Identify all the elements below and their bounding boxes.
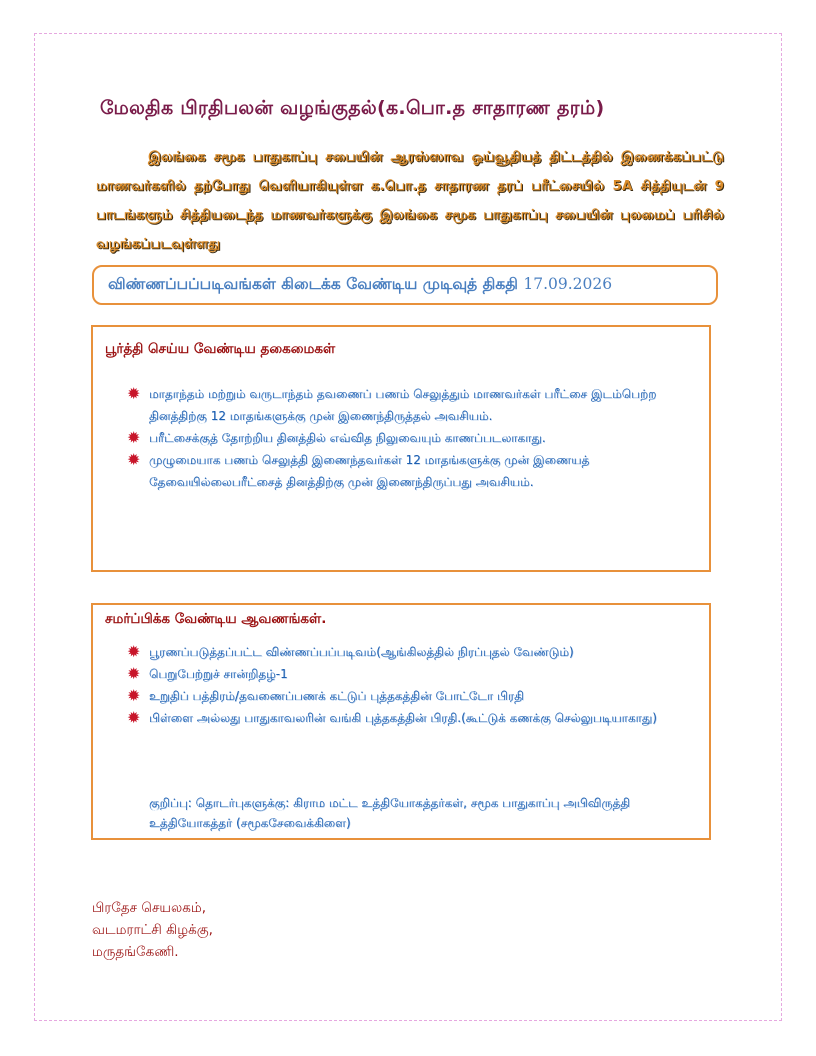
list-item <box>127 685 687 707</box>
deadline-date: 17.09.2026 <box>523 275 613 293</box>
list-item-text: பிள்ளை அல்லது பாதுகாவலரின் வங்கி புத்தகத்தின் பிரதி.(கூட்டுக் கணக்கு செல்லுபடியாகாது) <box>149 711 657 725</box>
list-item <box>127 427 687 449</box>
contact-note: குறிப்பு: தொடர்புகளுக்கு: கிராம மட்ட உத்தியோகத்தர்கள், சமூக பாதுகாப்பு அபிவிருத்தி உத்தியோகத்தர் (சமூகசேவைக்கிளை) <box>149 796 631 830</box>
office-address <box>92 897 213 963</box>
red-star-icon: ✹ <box>127 664 141 683</box>
deadline-line <box>108 275 612 295</box>
deadline-label: விண்ணப்பப்படிவங்கள் கிடைக்க வேண்டிய முடிவுத் திகதி <box>108 275 518 293</box>
deadline-box <box>92 265 718 305</box>
list-item <box>127 383 687 427</box>
qualifications-box <box>91 325 711 572</box>
red-star-icon: ✹ <box>127 428 141 447</box>
list-item-text: உறுதிப் பத்திரம்/தவணைப்பணக் கட்டுப் புத்தகத்தின் போட்டோ பிரதி <box>149 689 524 703</box>
list-item-text: பெறுபேற்றுச் சான்றிதழ்-1 <box>149 667 288 681</box>
qualifications-heading: பூர்த்தி செய்ய வேண்டிய தகைமைகள் <box>105 341 336 357</box>
page-title: மேலதிக பிரதிபலன் வழங்குதல்(க.பொ.த சாதாரண தரம்) <box>100 97 605 119</box>
list-item-text: பூரணப்படுத்தப்பட்ட விண்ணப்பப்படிவம்(ஆங்கிலத்தில் நிரப்புதல் வேண்டும்) <box>149 645 574 659</box>
red-star-icon: ✹ <box>127 642 141 661</box>
documents-box <box>91 603 711 840</box>
documents-heading: சமர்ப்பிக்க வேண்டிய ஆவணங்கள். <box>105 611 327 627</box>
red-star-icon: ✹ <box>127 384 141 403</box>
red-star-icon: ✹ <box>127 450 141 469</box>
list-item <box>127 663 687 685</box>
address-line-1: பிரதேச செயலகம், <box>92 900 206 916</box>
address-line-2: வடமராட்சி கிழக்கு, <box>92 922 213 938</box>
list-item-text: பரீட்சைக்குத் தோற்றிய தினத்தில் எவ்வித நிலுவையும் காணப்படலாகாது. <box>149 431 546 445</box>
list-item <box>127 707 687 729</box>
list-item <box>127 641 687 663</box>
intro-paragraph <box>96 143 724 259</box>
red-star-icon: ✹ <box>127 686 141 705</box>
list-item <box>127 449 687 493</box>
red-star-icon: ✹ <box>127 708 141 727</box>
intro-text: இலங்கை சமூக பாதுகாப்பு சபையின் ஆரஸ்ஸாவ ஓய்வூதியத் திட்டத்தில் இணைக்கப்பட்டு மாணவர்களில் தற்போது வெளியாகியுள்ள க.பொ.த சாதாரண தரப் பரீட்சையில் 5A சித்தியுடன் 9 பாடங்களும் சித்தியடைந்த மாணவர்களுக்கு இலங்கை சமூக பாதுகாப்பு சபையின் புலமைப் பரிசில் வழங்கப்படவுள்ளது <box>96 149 724 252</box>
documents-list <box>127 641 687 729</box>
qualifications-list <box>127 383 687 493</box>
list-item-text: முழுமையாக பணம் செலுத்தி இணைந்தவர்கள் 12 மாதங்களுக்கு முன் இணையத் தேவையில்லைபரீட்சைத் தினத்திற்கு முன் இணைந்திருப்பது அவசியம். <box>149 453 590 489</box>
list-item-text: மாதாந்தம் மற்றும் வருடாந்தம் தவணைப் பணம் செலுத்தும் மாணவர்கள் பரீட்சை இடம்பெற்ற தினத்திற்கு 12 மாதங்களுக்கு முன் இணைந்திருத்தல் அவசியம். <box>149 387 657 423</box>
address-line-3: மருதங்கேணி. <box>92 944 179 960</box>
